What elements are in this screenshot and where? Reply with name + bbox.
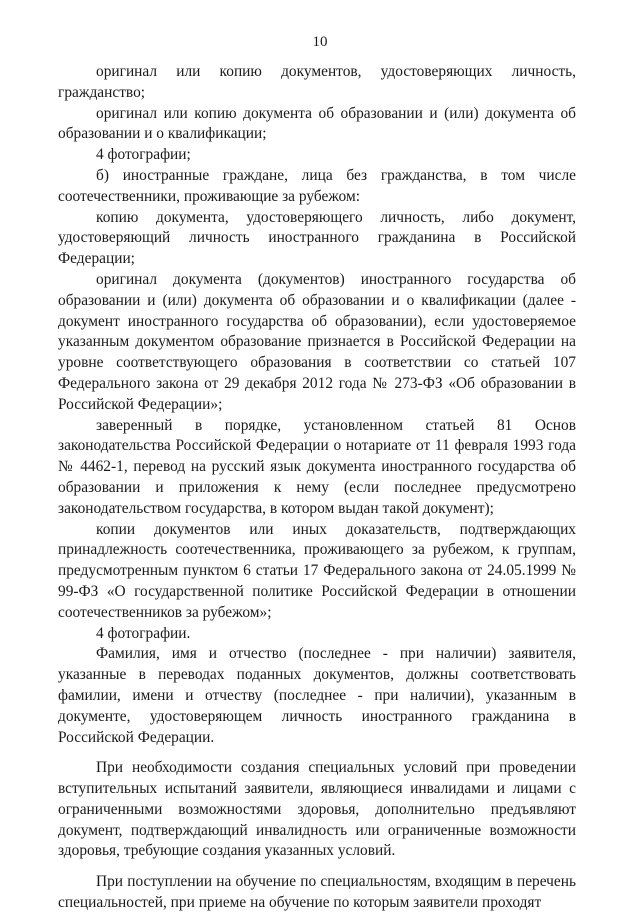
paragraph: Фамилия, имя и отчество (последнее - при наличии) заявителя, указанные в переводах поданных документов, должны соответствовать фамилии, имени и отчеству (последнее - при наличии), указанным в документе, удостоверяющем личность иностранного гражданина в Российской Федерации.	[58, 645, 576, 746]
paragraph: оригинал документа (документов) иностранного государства об образовании и (или) документа об образовании и о квалификации (далее - документ иностранного государства об образовании), если удостоверяемое указанным документом образование признается в Российской Федерации на уровне соответствующего образования в соответствии со статьей 107 Федерального закона от 29 декабря 2012 года № 273-ФЗ «Об образовании в Российской Федерации»;	[58, 270, 576, 413]
paragraph: копию документа, удостоверяющего личность, либо документ, удостоверяющий личность иностранного гражданина в Российской Федерации;	[58, 208, 576, 268]
paragraph: оригинал или копию документа об образовании и (или) документа об образовании и о квалификации;	[58, 104, 576, 143]
paragraph: 4 фотографии;	[96, 146, 191, 164]
paragraph: копии документов или иных доказательств, подтверждающих принадлежность соотечественника, проживающего за рубежом, к группам, предусмотренным пунктом 6 статьи 17 Федерального закона от 24.05.1999 № 99-ФЗ «О государственной политике Российской Федерации в отношении соотечественников за рубежом»;	[58, 520, 576, 621]
page-number: 10	[312, 34, 328, 50]
paragraph: При поступлении на обучение по специальностям, входящим в перечень специальностей, при приеме на обучение по которым заявители проходят	[58, 873, 576, 912]
paragraph: б) иностранные граждане, лица без гражданства, в том числе соотечественники, проживающие за рубежом:	[58, 166, 576, 205]
paragraph: 4 фотографии.	[96, 624, 191, 642]
paragraph: оригинал или копию документов, удостоверяющих личность, гражданство;	[58, 63, 576, 101]
paragraph: заверенный в порядке, установленном статьей 81 Основ законодательства Российской Федерации о нотариате от 11 февраля 1993 года № 4462-1, перевод на русский язык документа иностранного государства об образовании и приложения к нему (если последнее предусмотрено законодательством государства, в котором выдан такой документ);	[58, 416, 576, 517]
paragraph: При необходимости создания специальных условий при проведении вступительных испытаний заявители, являющиеся инвалидами и лицами с ограниченными возможностями здоровья, дополнительно предъявляют документ, подтверждающий инвалидность или ограниченные возможности здоровья, требующие создания указанных условий.	[58, 759, 576, 860]
document-body	[58, 62, 576, 914]
